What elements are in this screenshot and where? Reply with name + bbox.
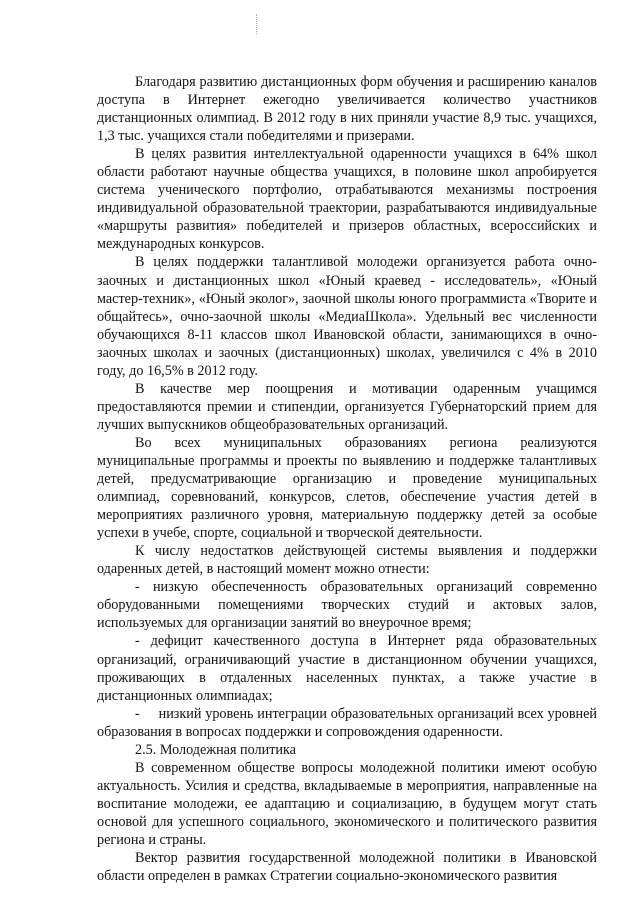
section-heading-youth-policy: 2.5. Молодежная политика [135, 741, 296, 758]
paragraph-intellectual-giftedness: В целях развития интеллектуальной одаренности учащихся в 64% школ области работают научные общества учащихся, в половине школ апробируется система ученического портфолио, отрабатываются механизмы построения индивидуальной образовательной траектории, разрабатываются индивидуальные «маршруты развития» победителей и призеров областных, всероссийских и международных конкурсов. [97, 146, 597, 253]
paragraph-shortcomings-intro: К числу недостатков действующей системы выявления и поддержки одаренных детей, в настоящий момент можно отнести: [97, 543, 597, 578]
paragraph-awards-scholarships: В качестве мер поощрения и мотивации одаренным учащимся предоставляются премии и стипендии, организуется Губернаторский прием для лучших выпускников общеобразовательных организаций. [97, 380, 597, 433]
paragraph-distance-olympiads: Благодаря развитию дистанционных форм обучения и расширению каналов доступа в Интернет ежегодно увеличивается количество участников дистанционных олимпиад. В 2012 году в них приняли участие 8,9 тыс. учащихся, 1,3 тыс. учащихся стали победителями и призерами. [97, 74, 597, 145]
list-item-integration: - низкий уровень интеграции образовательных организаций всех уровней образования в вопросах поддержки и сопровождения одаренности. [97, 705, 601, 740]
page-fold-mark [256, 14, 261, 34]
list-item-equipment: - низкую обеспеченность образовательных организаций современно оборудованными помещениями творческих студий и актовых залов, используемых для организации занятий во внеурочное время; [97, 579, 597, 632]
paragraph-municipal-programs: Во всех муниципальных образованиях региона реализуются муниципальные программы и проекты по выявлению и поддержке талантливых детей, предусматривающие организацию и проведение муниципальных олимпиад, соревнований, конкурсов, слетов, обеспечение участия детей в мероприятиях различного уровня, материальную поддержку детей за особые успехи в учебе, спорте, социальной и творческой деятельности. [97, 434, 597, 542]
list-item-internet-access: - дефицит качественного доступа в Интернет ряда образовательных организаций, ограничивающий участие в дистанционном обучении учащихся, проживающих в отдаленных населенных пунктах, а также участие в дистанционных олимпиадах; [97, 633, 597, 704]
paragraph-talented-youth-schools: В целях поддержки талантливой молодежи организуется работа очно-заочных и дистанционных школ «Юный краевед - исследователь», «Юный мастер-техник», «Юный эколог», заочной школы юного программиста «Творите и общайтесь», очно-заочной школы «МедиаШкола». Удельный вес численности обучающихся 8-11 классов школ Ивановской области, занимающихся в очно-заочных школах и заочных (дистанционных) школах, увеличился с 4% в 2010 году, до 16,5% в 2012 году. [97, 254, 597, 379]
paragraph-youth-policy-vector: Вектор развития государственной молодежной политики в Ивановской области определен в рамках Стратегии социально-экономического развития [97, 850, 597, 885]
document-body [97, 73, 601, 885]
paragraph-youth-policy-relevance: В современном обществе вопросы молодежной политики имеют особую актуальность. Усилия и средства, вкладываемые в мероприятия, направленные на воспитание молодежи, ее адаптацию и социализацию, в будущем могут стать основой для успешного социального, экономического и политического развития региона и страны. [97, 759, 597, 848]
